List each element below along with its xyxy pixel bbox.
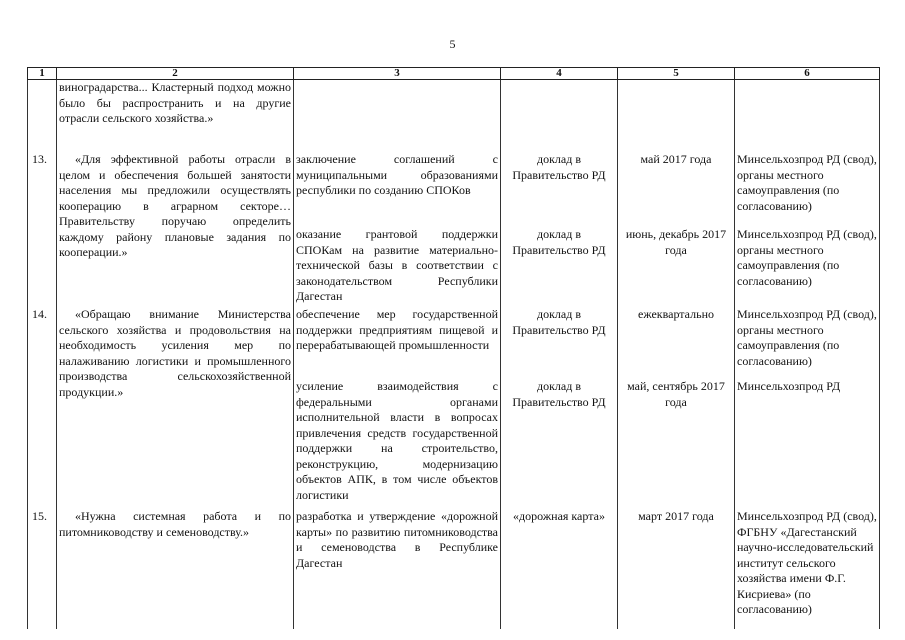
cell-quote: «Для эффективной работы отрасли в целом и обеспечения большей занятости населения мы предложили осуществлять кооперацию в аграрном секторе… Правительству поручаю определить каждому району плановые задания по кооперации.» [57, 152, 294, 307]
cell-term: ежеквартально [618, 307, 735, 379]
table-row [28, 152, 880, 227]
cell-number: 14. [28, 307, 57, 509]
cell-responsible: Минсельхозпрод РД (свод), ФГБНУ «Дагестанский научно-исследовательский институт сельского хозяйства имени Ф.Г. Кисриева» (по согласованию) [735, 509, 880, 629]
cell-form: доклад в Правительство РД [501, 152, 618, 227]
cell-responsible: Минсельхозпрод РД [735, 379, 880, 509]
cell-responsible: Минсельхозпрод РД (свод), органы местного самоуправления (по согласованию) [735, 152, 880, 227]
cell-form [501, 80, 618, 153]
table-row [28, 509, 880, 629]
header-col-2: 2 [57, 68, 294, 80]
table-row [28, 307, 880, 379]
cell-measure: обеспечение мер государственной поддержки предприятиям пищевой и перерабатывающей промышленности [294, 307, 501, 379]
cell-number: 15. [28, 509, 57, 629]
page-number: 5 [449, 37, 456, 51]
header-col-3: 3 [294, 68, 501, 80]
cell-quote: «Обращаю внимание Министерства сельского хозяйства и продовольствия на необходимость усиления мер по налаживанию логистики и промышленного производства сельскохозяйственной продукции.» [57, 307, 294, 509]
action-plan-table [27, 67, 880, 629]
cell-number: 13. [28, 152, 57, 307]
cell-measure: оказание грантовой поддержки СПОКам на развитие материально-технической базы в соответствии с законодательством Республики Дагестан [294, 227, 501, 307]
cell-measure: разработка и утверждение «дорожной карты» по развитию питомниководства и семеноводства в Республике Дагестан [294, 509, 501, 629]
cell-term: июнь, декабрь 2017 года [618, 227, 735, 307]
cell-measure [294, 80, 501, 153]
header-col-6: 6 [735, 68, 880, 80]
header-col-1: 1 [28, 68, 57, 80]
cell-measure: заключение соглашений с муниципальными образованиями республики по созданию СПОКов [294, 152, 501, 227]
cell-form: доклад в Правительство РД [501, 227, 618, 307]
cell-form: доклад в Правительство РД [501, 307, 618, 379]
cell-term: май, сентябрь 2017 года [618, 379, 735, 509]
header-col-4: 4 [501, 68, 618, 80]
cell-responsible: Минсельхозпрод РД (свод), органы местного самоуправления (по согласованию) [735, 307, 880, 379]
cell-term: май 2017 года [618, 152, 735, 227]
cell-term [618, 80, 735, 153]
header-row [28, 68, 880, 80]
cell-term: март 2017 года [618, 509, 735, 629]
cell-form: доклад в Правительство РД [501, 379, 618, 509]
cell-quote: «Нужна системная работа и по питомниководству и семеноводству.» [57, 509, 294, 629]
cell-form: «дорожная карта» [501, 509, 618, 629]
cell-responsible [735, 80, 880, 153]
header-col-5: 5 [618, 68, 735, 80]
cell-quote: виноградарства... Кластерный подход можно было бы распространить и на другие отрасли сельского хозяйства.» [57, 80, 294, 153]
cell-measure: усиление взаимодействия с федеральными органами исполнительной власти в вопросах привлечения средств государственной поддержки на строительство, реконструкцию, модернизацию объектов АПК, в том числе объектов логистики [294, 379, 501, 509]
cell-number [28, 80, 57, 153]
cell-responsible: Минсельхозпрод РД (свод), органы местного самоуправления (по согласованию) [735, 227, 880, 307]
continuation-row [28, 80, 880, 153]
